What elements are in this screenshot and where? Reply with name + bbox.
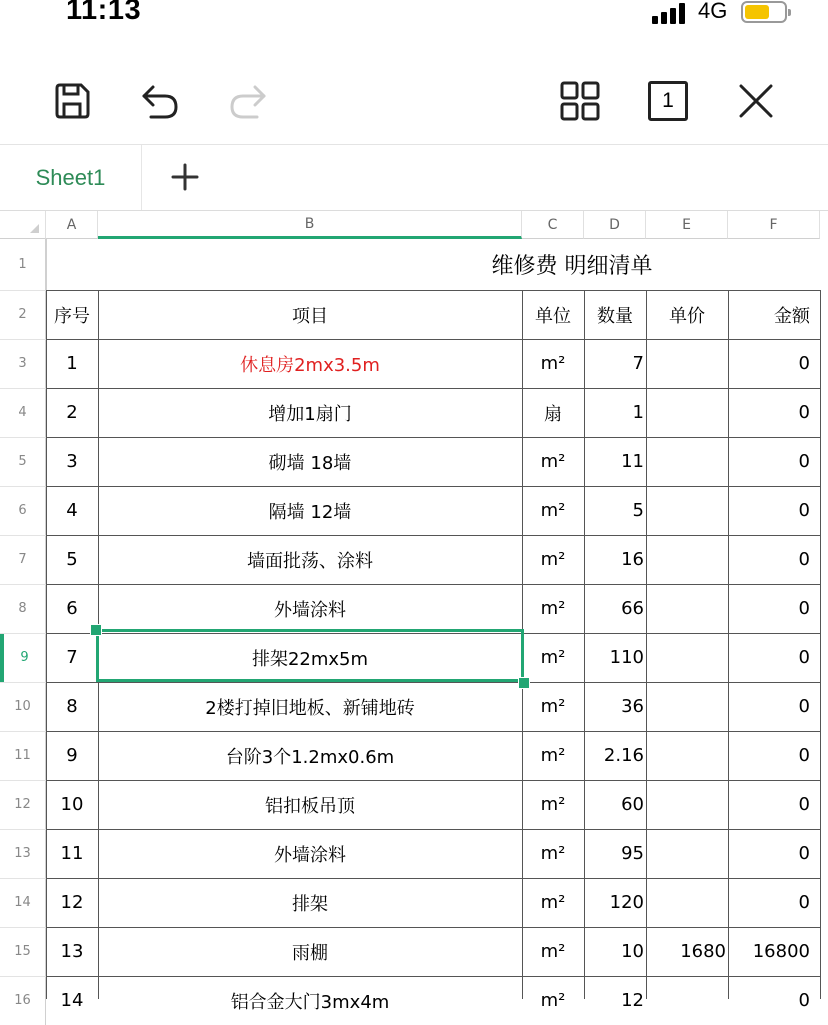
sheet-tab-bar: [0, 145, 828, 211]
grid-line: [46, 780, 820, 781]
table-cell[interactable]: m²: [540, 794, 566, 815]
page-count-button[interactable]: [646, 79, 690, 123]
table-cell[interactable]: 台阶3个1.2mx0.6m: [225, 746, 395, 768]
table-cell[interactable]: 外墙涂料: [274, 844, 346, 866]
header-cell[interactable]: 序号: [54, 305, 90, 327]
row-header[interactable]: 11: [0, 731, 46, 780]
grid-line: [46, 584, 820, 585]
column-header-f[interactable]: F: [728, 211, 820, 239]
grid-line: [46, 388, 820, 389]
table-cell[interactable]: [646, 388, 728, 437]
column-header-a[interactable]: A: [46, 211, 98, 239]
table-cell[interactable]: 0: [798, 696, 810, 717]
table-cell[interactable]: 0: [798, 549, 810, 570]
battery-icon: [741, 1, 787, 23]
header-cell[interactable]: 单价: [669, 305, 705, 327]
column-header-c[interactable]: C: [522, 211, 584, 239]
table-cell[interactable]: 0: [798, 353, 810, 374]
table-cell[interactable]: m²: [540, 500, 566, 521]
table-cell[interactable]: 排架22mx5m: [251, 648, 369, 670]
table-cell[interactable]: [646, 437, 728, 486]
grid-line: [646, 290, 647, 999]
table-cell[interactable]: 12: [621, 990, 644, 1011]
table-cell[interactable]: m²: [540, 647, 566, 668]
table-cell[interactable]: 0: [798, 745, 810, 766]
row-header[interactable]: 2: [0, 290, 46, 339]
header-cell[interactable]: 单位: [535, 305, 571, 327]
row-divider: [0, 535, 46, 536]
table-cell[interactable]: 13: [60, 941, 84, 962]
grid-line: [46, 437, 820, 438]
row-header[interactable]: 15: [0, 927, 46, 976]
table-cell[interactable]: 铝扣板吊顶: [265, 795, 355, 817]
table-cell[interactable]: 墙面批荡、涂料: [247, 550, 373, 572]
header-cell[interactable]: 项目: [292, 305, 328, 327]
spreadsheet-grid: [0, 211, 828, 1013]
table-cell[interactable]: [646, 633, 728, 682]
grid-line: [46, 486, 820, 487]
row-divider: [0, 731, 46, 732]
toolbar: [0, 60, 828, 145]
table-cell[interactable]: 11: [621, 451, 644, 472]
column-header-d[interactable]: D: [584, 211, 646, 239]
table-cell[interactable]: 1680: [680, 941, 726, 962]
table-cell[interactable]: m²: [540, 598, 566, 619]
grid-line: [46, 829, 820, 830]
header-cell[interactable]: 数量: [597, 305, 633, 327]
table-cell[interactable]: 14: [60, 990, 84, 1011]
table-cell[interactable]: 休息房2mx3.5m: [240, 354, 380, 376]
table-cell[interactable]: 4: [66, 500, 78, 521]
table-cell[interactable]: 6: [66, 598, 78, 619]
table-cell[interactable]: 110: [609, 647, 644, 668]
table-cell[interactable]: m²: [540, 353, 566, 374]
table-cell[interactable]: 11: [60, 843, 84, 864]
table-cell[interactable]: [646, 486, 728, 535]
table-cell[interactable]: 铝合金大门3mx4m: [230, 991, 390, 1013]
grid-line: [46, 339, 820, 340]
selection-handle-bottom-right[interactable]: [518, 677, 530, 689]
table-cell[interactable]: 12: [60, 892, 84, 913]
page-badge: 1: [648, 81, 688, 121]
redo-icon: [226, 79, 270, 123]
table-cell[interactable]: 9: [66, 745, 78, 766]
table-cell[interactable]: 120: [609, 892, 644, 913]
grid-line: [46, 535, 820, 536]
table-cell[interactable]: 0: [798, 892, 810, 913]
column-header-b[interactable]: B: [98, 211, 522, 239]
table-cell[interactable]: 3: [66, 451, 78, 472]
table-cell[interactable]: 5: [66, 549, 78, 570]
grid-line: [820, 290, 821, 999]
table-cell[interactable]: 16: [621, 549, 644, 570]
table-cell[interactable]: [646, 535, 728, 584]
grid-line: [46, 976, 820, 977]
row-divider: [0, 290, 46, 291]
column-header-e[interactable]: E: [646, 211, 728, 239]
select-all-corner[interactable]: [0, 211, 46, 239]
table-cell[interactable]: [646, 682, 728, 731]
row-divider: [0, 682, 46, 683]
row-divider: [0, 633, 46, 634]
table-cell[interactable]: [646, 780, 728, 829]
status-time: 11:13: [66, 0, 142, 26]
status-bar: [0, 0, 828, 40]
table-cell[interactable]: [646, 584, 728, 633]
row-header[interactable]: 12: [0, 780, 46, 829]
table-cell[interactable]: m²: [540, 892, 566, 913]
table-cell[interactable]: m²: [540, 941, 566, 962]
table-cell[interactable]: 95: [621, 843, 644, 864]
save-icon[interactable]: [50, 79, 94, 123]
table-cell[interactable]: 隔墙 12墙: [268, 501, 352, 523]
table-cell[interactable]: 0: [798, 451, 810, 472]
row-header[interactable]: 13: [0, 829, 46, 878]
tab-sheet1[interactable]: Sheet1: [0, 145, 142, 210]
header-cell[interactable]: 金额: [774, 305, 810, 327]
table-cell[interactable]: 增加1扇门: [268, 403, 352, 425]
close-icon[interactable]: [734, 79, 778, 123]
table-cell[interactable]: 排架: [292, 893, 328, 915]
table-cell[interactable]: 0: [798, 402, 810, 423]
table-cell[interactable]: [646, 878, 728, 927]
row-header[interactable]: 5: [0, 437, 46, 486]
table-cell[interactable]: 外墙涂料: [274, 599, 346, 621]
row-header[interactable]: 8: [0, 584, 46, 633]
table-cell[interactable]: [646, 976, 728, 1025]
row-divider: [0, 584, 46, 585]
grid-line: [46, 682, 820, 683]
row-divider: [0, 388, 46, 389]
plus-icon[interactable]: [163, 155, 207, 199]
table-cell[interactable]: 0: [798, 990, 810, 1011]
row-divider: [0, 437, 46, 438]
table-cell[interactable]: m²: [540, 549, 566, 570]
table-cell[interactable]: 扇: [544, 403, 562, 425]
grid-line: [46, 239, 47, 290]
grid-line: [728, 290, 729, 999]
table-cell[interactable]: 雨棚: [292, 942, 328, 964]
network-type: 4G: [698, 0, 728, 23]
table-cell[interactable]: 0: [798, 794, 810, 815]
undo-icon[interactable]: [138, 79, 182, 123]
table-cell[interactable]: m²: [540, 745, 566, 766]
table-cell[interactable]: 砌墙 18墙: [268, 452, 352, 474]
table-cell[interactable]: [646, 731, 728, 780]
row-header[interactable]: 4: [0, 388, 46, 437]
row-divider: [0, 927, 46, 928]
row-header[interactable]: 14: [0, 878, 46, 927]
table-cell[interactable]: m²: [540, 696, 566, 717]
table-cell[interactable]: 1: [66, 353, 78, 374]
table-cell[interactable]: 5: [632, 500, 644, 521]
selected-cell-b9: [96, 629, 524, 682]
table-cell[interactable]: 60: [621, 794, 644, 815]
table-cell[interactable]: 16800: [752, 941, 810, 962]
row-header[interactable]: 7: [0, 535, 46, 584]
signal-icon: [652, 2, 692, 24]
grid-view-icon[interactable]: [558, 79, 602, 123]
row-divider: [0, 780, 46, 781]
table-cell[interactable]: 0: [798, 647, 810, 668]
row-divider: [0, 486, 46, 487]
table-cell[interactable]: 7: [632, 353, 644, 374]
row-divider: [0, 339, 46, 340]
row-header[interactable]: 3: [0, 339, 46, 388]
table-cell[interactable]: 66: [621, 598, 644, 619]
sheet-title[interactable]: 维修费 明细清单: [491, 254, 653, 279]
table-cell[interactable]: m²: [540, 451, 566, 472]
row-header[interactable]: 1: [0, 239, 46, 290]
grid-line: [46, 731, 820, 732]
table-cell[interactable]: 0: [798, 500, 810, 521]
table-cell[interactable]: 0: [798, 843, 810, 864]
grid-line: [46, 290, 820, 291]
table-cell[interactable]: 1: [632, 402, 644, 423]
grid-line: [46, 927, 820, 928]
table-cell[interactable]: 2楼打掉旧地板、新铺地砖: [205, 697, 415, 719]
row-header[interactable]: 10: [0, 682, 46, 731]
row-divider: [0, 976, 46, 977]
row-divider: [0, 878, 46, 879]
table-cell[interactable]: m²: [540, 990, 566, 1011]
table-cell[interactable]: [646, 829, 728, 878]
grid-line: [584, 290, 585, 999]
table-cell[interactable]: [646, 339, 728, 388]
table-cell[interactable]: 0: [798, 598, 810, 619]
table-cell[interactable]: 2: [66, 402, 78, 423]
table-cell[interactable]: 8: [66, 696, 78, 717]
table-cell[interactable]: 10: [60, 794, 84, 815]
table-cell[interactable]: 36: [621, 696, 644, 717]
row-header[interactable]: 16: [0, 976, 46, 1025]
table-cell[interactable]: 2.16: [603, 745, 644, 766]
table-cell[interactable]: m²: [540, 843, 566, 864]
row-divider: [0, 829, 46, 830]
grid-line: [46, 878, 820, 879]
row-header[interactable]: 6: [0, 486, 46, 535]
table-cell[interactable]: 7: [66, 647, 78, 668]
grid-line: [46, 290, 47, 999]
row-header[interactable]: 9: [0, 633, 46, 682]
selection-handle-top-left[interactable]: [90, 624, 102, 636]
table-cell[interactable]: 10: [621, 941, 644, 962]
